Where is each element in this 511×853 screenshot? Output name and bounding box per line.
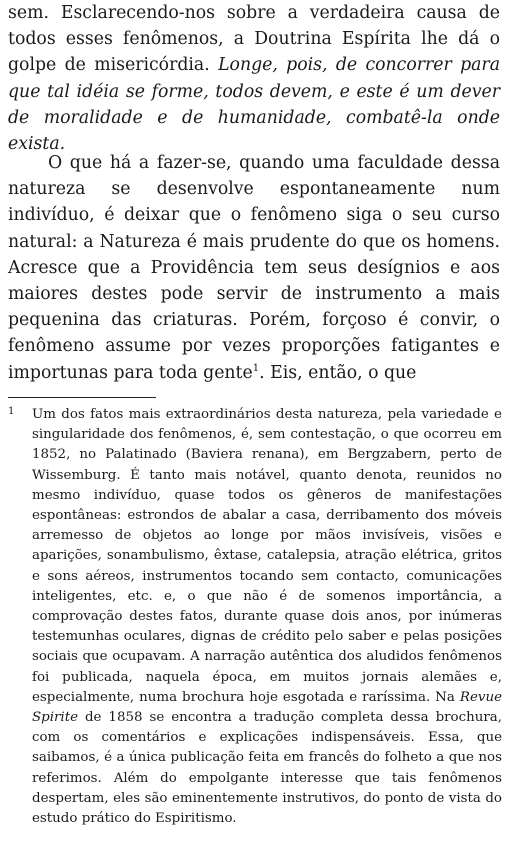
footnote-text-a: Um dos fatos mais extraordinários desta natureza, pela variedade e singularidade dos fenômenos, é, sem contestação, o que ocorreu em 1852, no Palatinado (Baviera renana), em Bergzabern, perto de Wissemburg. É tanto mais notável, quanto denota, reunidos no mesmo indivíduo, quase todos os gêneros de manifestações espontâneas: estrondos de abalar a casa, derribamento dos móveis arremesso de objetos ao longe por mãos invisíveis, visões e aparições, sonambulismo, êxtase, catalepsia, atração elétrica, gritos e sons aéreos, instrumentos tocando sem contacto, comunicações inteligentes, etc. e, o que não é de somenos importância, a comprovação destes fatos, durante quase dois anos, por inúmeras testemunhas oculares, dignas de crédito pelo saber e pelas posições sociais que ocupavam. A narração autêntica dos aludidos fenômenos foi publicada, naquela época, em muitos jornais alemães e, especialmente, numa brochura hoje esgotada e raríssima. Na: [32, 407, 502, 705]
footnote-italic-title: Revue Spirite: [32, 689, 502, 726]
footnote-reference[interactable]: 1: [252, 362, 260, 374]
paragraph-1-text: sem. Esclarecendo-nos sobre a verdadeira causa de todos esses fenômenos, a Doutrina Espírita lhe dá o golpe de misericórdia.: [8, 3, 500, 76]
footnote-text: [32, 405, 502, 829]
paragraph-1: [8, 0, 500, 157]
footnote-separator: [8, 397, 156, 398]
footnote-marker: 1: [8, 406, 15, 417]
footnote: [8, 405, 502, 829]
footnote-text-b: de 1858 se encontra a tradução completa dessa brochura, com os comentários e explicações indispensáveis. Essa, que saibamos, é a única publicação feita em francês do folheto a que nos referimos. Além do empolgante interesse que tais fenômenos despertam, eles são eminentemente instrutivos, do ponto de vista do estudo prático do Espiritismo.: [32, 710, 502, 827]
paragraph-2: [8, 150, 500, 386]
paragraph-1-italic-text: Longe, pois, de concorrer para que tal idéia se forme, todos devem, e este é um dever de moralidade e de humanidade, combatê-la onde exista.: [8, 55, 501, 155]
paragraph-2-text-end: . Eis, então, o que: [259, 362, 417, 383]
paragraph-2-text: O que há a fazer-se, quando uma faculdade dessa natureza se desenvolve espontaneamente num indivíduo, é deixar que o fenômeno siga o seu curso natural: a Natureza é mais prudente do que os homens. Acresce que a Providência tem seus desígnios e aos maiores destes pode servir de instrumento a mais pequenina das criaturas. Porém, forçoso é convir, o fenômeno assume por vezes proporções fatigantes e importunas para toda gente: [8, 153, 500, 383]
